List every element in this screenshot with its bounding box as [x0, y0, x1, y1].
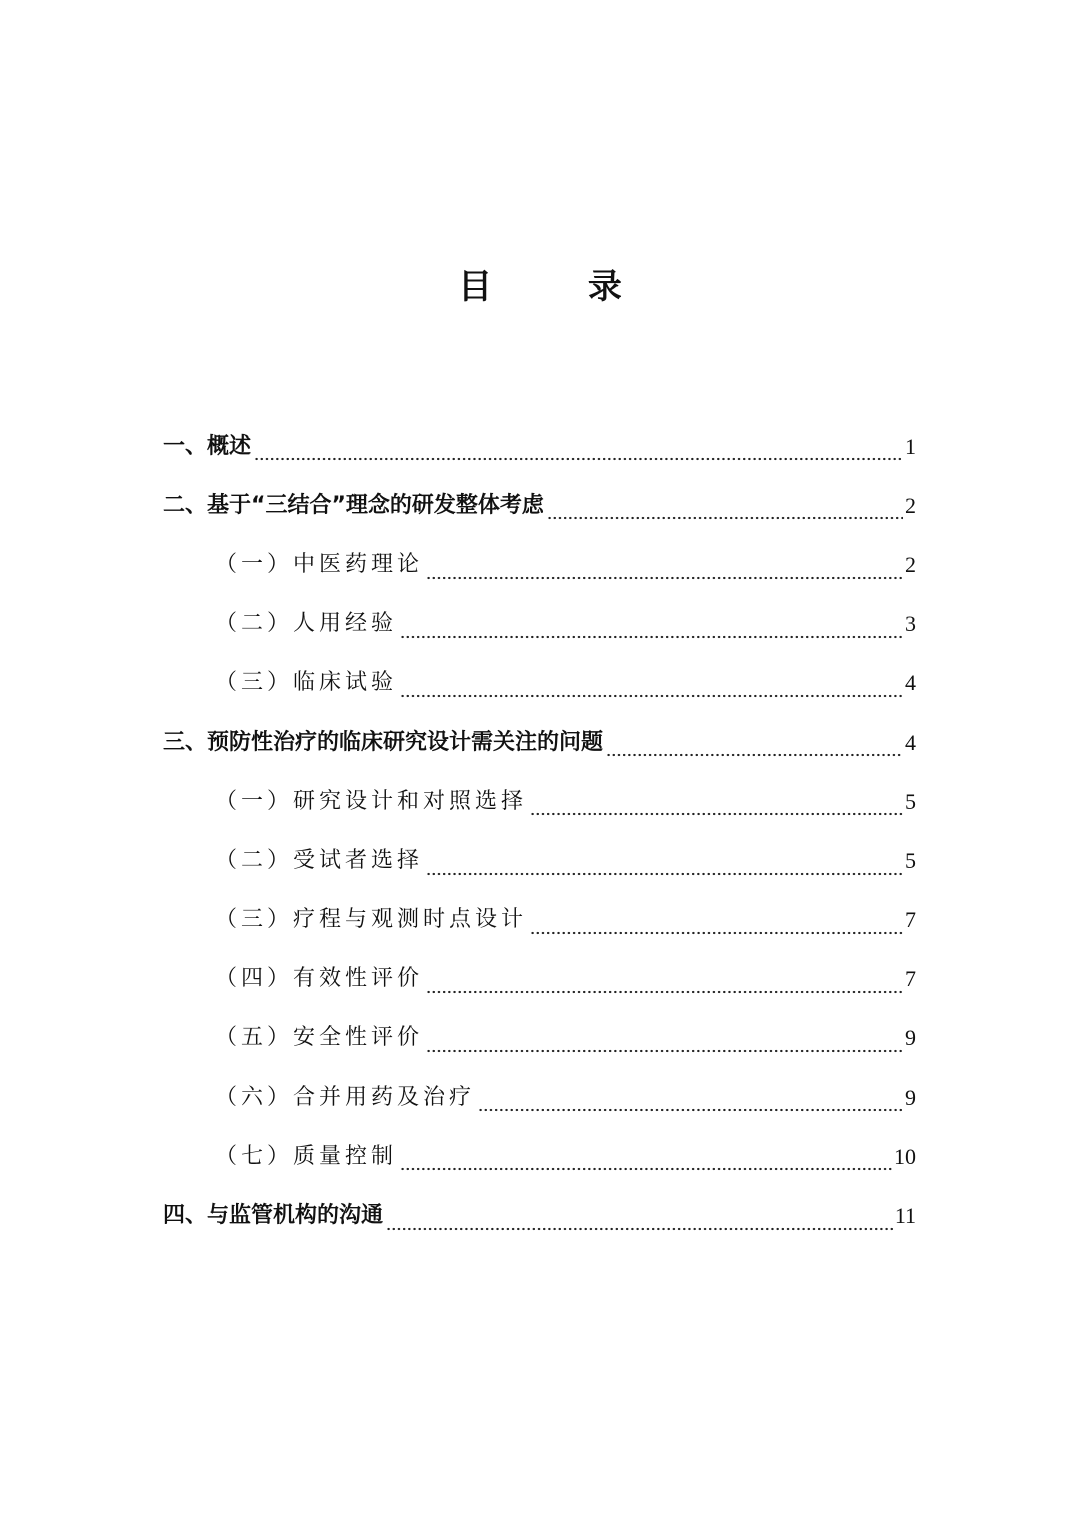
toc-entry-page: 5	[905, 788, 916, 814]
toc-entry[interactable]	[163, 1186, 916, 1245]
page-title: 目 录	[458, 267, 664, 307]
toc-entry-page: 9	[905, 1084, 916, 1110]
toc-entry-label: 二、基于“三结合”理念的研发整体考虑	[163, 492, 544, 518]
toc-subentry[interactable]	[163, 1009, 916, 1068]
dot-leader	[426, 557, 903, 581]
toc-entry-page: 4	[905, 670, 916, 696]
toc-entry-page: 10	[894, 1143, 916, 1169]
toc-entry-label: 三、预防性治疗的临床研究设计需关注的问题	[163, 729, 604, 755]
toc-entry-label: （四）有效性评价	[215, 966, 424, 992]
dot-leader	[400, 1148, 892, 1172]
dot-leader	[400, 675, 903, 699]
toc-entry-page: 9	[905, 1025, 916, 1051]
toc-entry[interactable]	[163, 476, 916, 535]
toc-entry-label: （三）临床试验	[215, 670, 398, 696]
toc-entry-page: 11	[894, 1203, 916, 1229]
toc-subentry[interactable]	[163, 772, 916, 831]
dot-leader	[426, 1030, 903, 1054]
toc-entry-page: 5	[905, 847, 916, 873]
dot-leader	[254, 438, 903, 462]
toc-entry-label: （三）疗程与观测时点设计	[215, 907, 528, 933]
toc-entry-page: 7	[905, 966, 916, 992]
toc-entry-page: 7	[905, 907, 916, 933]
dot-leader	[547, 497, 903, 521]
dot-leader	[426, 853, 903, 877]
toc-entry-page: 2	[905, 551, 916, 577]
toc-subentry[interactable]	[163, 654, 916, 713]
toc-entry-label: （二）人用经验	[215, 611, 398, 637]
toc-subentry[interactable]	[163, 891, 916, 950]
toc-entry-label: （七）质量控制	[215, 1143, 398, 1169]
dot-leader	[400, 616, 903, 640]
toc-entry[interactable]	[163, 417, 916, 476]
toc-entry-page: 1	[905, 433, 916, 459]
toc-subentry[interactable]	[163, 535, 916, 594]
toc-entry-label: （一）研究设计和对照选择	[215, 788, 528, 814]
toc-subentry[interactable]	[163, 1127, 916, 1186]
dot-leader	[478, 1089, 903, 1113]
dot-leader	[426, 971, 903, 995]
toc-entry-label: 一、概述	[163, 433, 252, 459]
toc-subentry[interactable]	[163, 950, 916, 1009]
toc-subentry[interactable]	[163, 595, 916, 654]
dot-leader	[530, 793, 903, 817]
table-of-contents	[163, 417, 916, 1246]
toc-entry-label: （五）安全性评价	[215, 1025, 424, 1051]
toc-entry-page: 4	[905, 729, 916, 755]
toc-entry-label: （六）合并用药及治疗	[215, 1084, 476, 1110]
dot-leader	[530, 912, 903, 936]
dot-leader	[606, 734, 903, 758]
toc-entry-page: 3	[905, 611, 916, 637]
toc-entry[interactable]	[163, 713, 916, 772]
toc-subentry[interactable]	[163, 831, 916, 890]
toc-entry-page: 2	[905, 492, 916, 518]
dot-leader	[386, 1208, 893, 1232]
toc-entry-label: （一）中医药理论	[215, 551, 424, 577]
toc-subentry[interactable]	[163, 1068, 916, 1127]
toc-entry-label: 四、与监管机构的沟通	[163, 1203, 384, 1229]
toc-entry-label: （二）受试者选择	[215, 847, 424, 873]
